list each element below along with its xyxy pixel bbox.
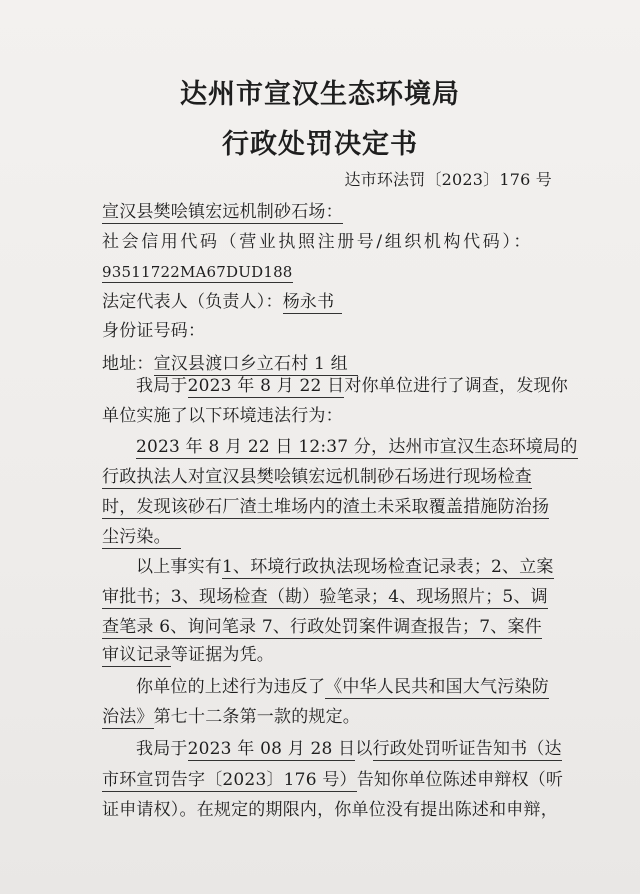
p1-text-b: 对你单位进行了调查，发现你 (344, 376, 568, 396)
p3-line2 (102, 587, 548, 607)
party-name-text: 宣汉县樊哙镇宏远机制砂石场： (102, 202, 343, 222)
p4-line1 (136, 677, 549, 697)
id-number-label: 身份证号码： (102, 321, 206, 341)
p3-evidence-3: 查笔录 6、询问笔录 7、行政处罚案件调查报告；7、案件 (102, 617, 542, 637)
p1-date: 2023 年 8 月 22 日 (187, 376, 345, 396)
credit-code-value-text: 93511722MA67DUD188 (102, 263, 293, 281)
p3-line4 (102, 645, 274, 665)
p3-line1 (136, 557, 554, 577)
credit-code-label: 社会信用代码（营业执照注册号/组织机构代码）： (102, 232, 534, 252)
p3-evidence-4: 审议记录 (102, 645, 171, 665)
legal-rep-label: 法定代表人（负责人）： (102, 292, 283, 312)
p5-text-a: 我局于 (136, 739, 188, 759)
p5-text-b: 以 (355, 739, 373, 759)
p5-date: 2023 年 08 月 28 日 (187, 739, 356, 759)
p5-notice-number: 市环宣罚告字〔2023〕176 号） (102, 770, 357, 790)
p3-evidence-1: 1、环境行政执法现场检查记录表；2、立案 (222, 557, 554, 577)
p3-text-a: 以上事实有 (136, 557, 222, 577)
p3-line3 (102, 617, 542, 637)
p1-line1 (136, 376, 568, 396)
p3-evidence-2: 审批书；3、现场检查（勘）验笔录；4、现场照片；5、调 (102, 587, 548, 607)
p5-line3: 证申请权）。在规定的期限内，你单位没有提出陈述和申辩， (102, 800, 558, 820)
p2-line2 (102, 467, 532, 487)
p4-law-name-end: 治法》 (102, 707, 154, 727)
address-value: 宣汉县渡口乡立石村 1 组 (154, 354, 358, 376)
p1-text-a: 我局于 (136, 376, 188, 396)
p2-line3-text: 时，发现该砂石厂渣土堆场内的渣土未采取覆盖措施防治扬 (102, 497, 550, 517)
p2-line1-text: 2023 年 8 月 22 日 12:37 分，达州市宣汉生态环境局的 (136, 437, 578, 457)
p5-text-c: 告知你单位陈述申辩权（听 (356, 770, 564, 790)
document-number: 达市环法罚〔2023〕176 号 (344, 170, 552, 189)
p4-line2 (102, 707, 360, 727)
p5-notice-title: 行政处罚听证告知书（达 (372, 739, 562, 759)
p2-line4-text: 尘污染。 (102, 527, 181, 549)
p5-line1 (136, 739, 562, 759)
p2-line1 (136, 437, 578, 457)
p1-line2: 单位实施了以下环境违法行为： (102, 406, 343, 426)
address-row (102, 354, 358, 374)
p2-line2-text: 行政执法人对宣汉县樊哙镇宏远机制砂石场进行现场检查 (102, 467, 532, 487)
credit-code-value (102, 262, 293, 282)
party-name (102, 202, 343, 222)
p3-text-b: 等证据为凭。 (170, 645, 275, 665)
address-label: 地址： (102, 354, 154, 374)
p4-text-b: 第七十二条第一款的规定。 (153, 707, 361, 727)
agency-title: 达州市宣汉生态环境局 (180, 79, 460, 110)
p2-line4 (102, 527, 181, 547)
p4-law-name: 《中华人民共和国大气污染防 (325, 677, 549, 697)
p2-line3 (102, 497, 549, 517)
legal-rep-row (102, 292, 342, 312)
p4-text-a: 你单位的上述行为违反了 (136, 677, 326, 697)
p5-line2 (102, 770, 563, 790)
document-title: 行政处罚决定书 (222, 129, 418, 160)
legal-rep-value: 杨永书 (283, 292, 343, 314)
